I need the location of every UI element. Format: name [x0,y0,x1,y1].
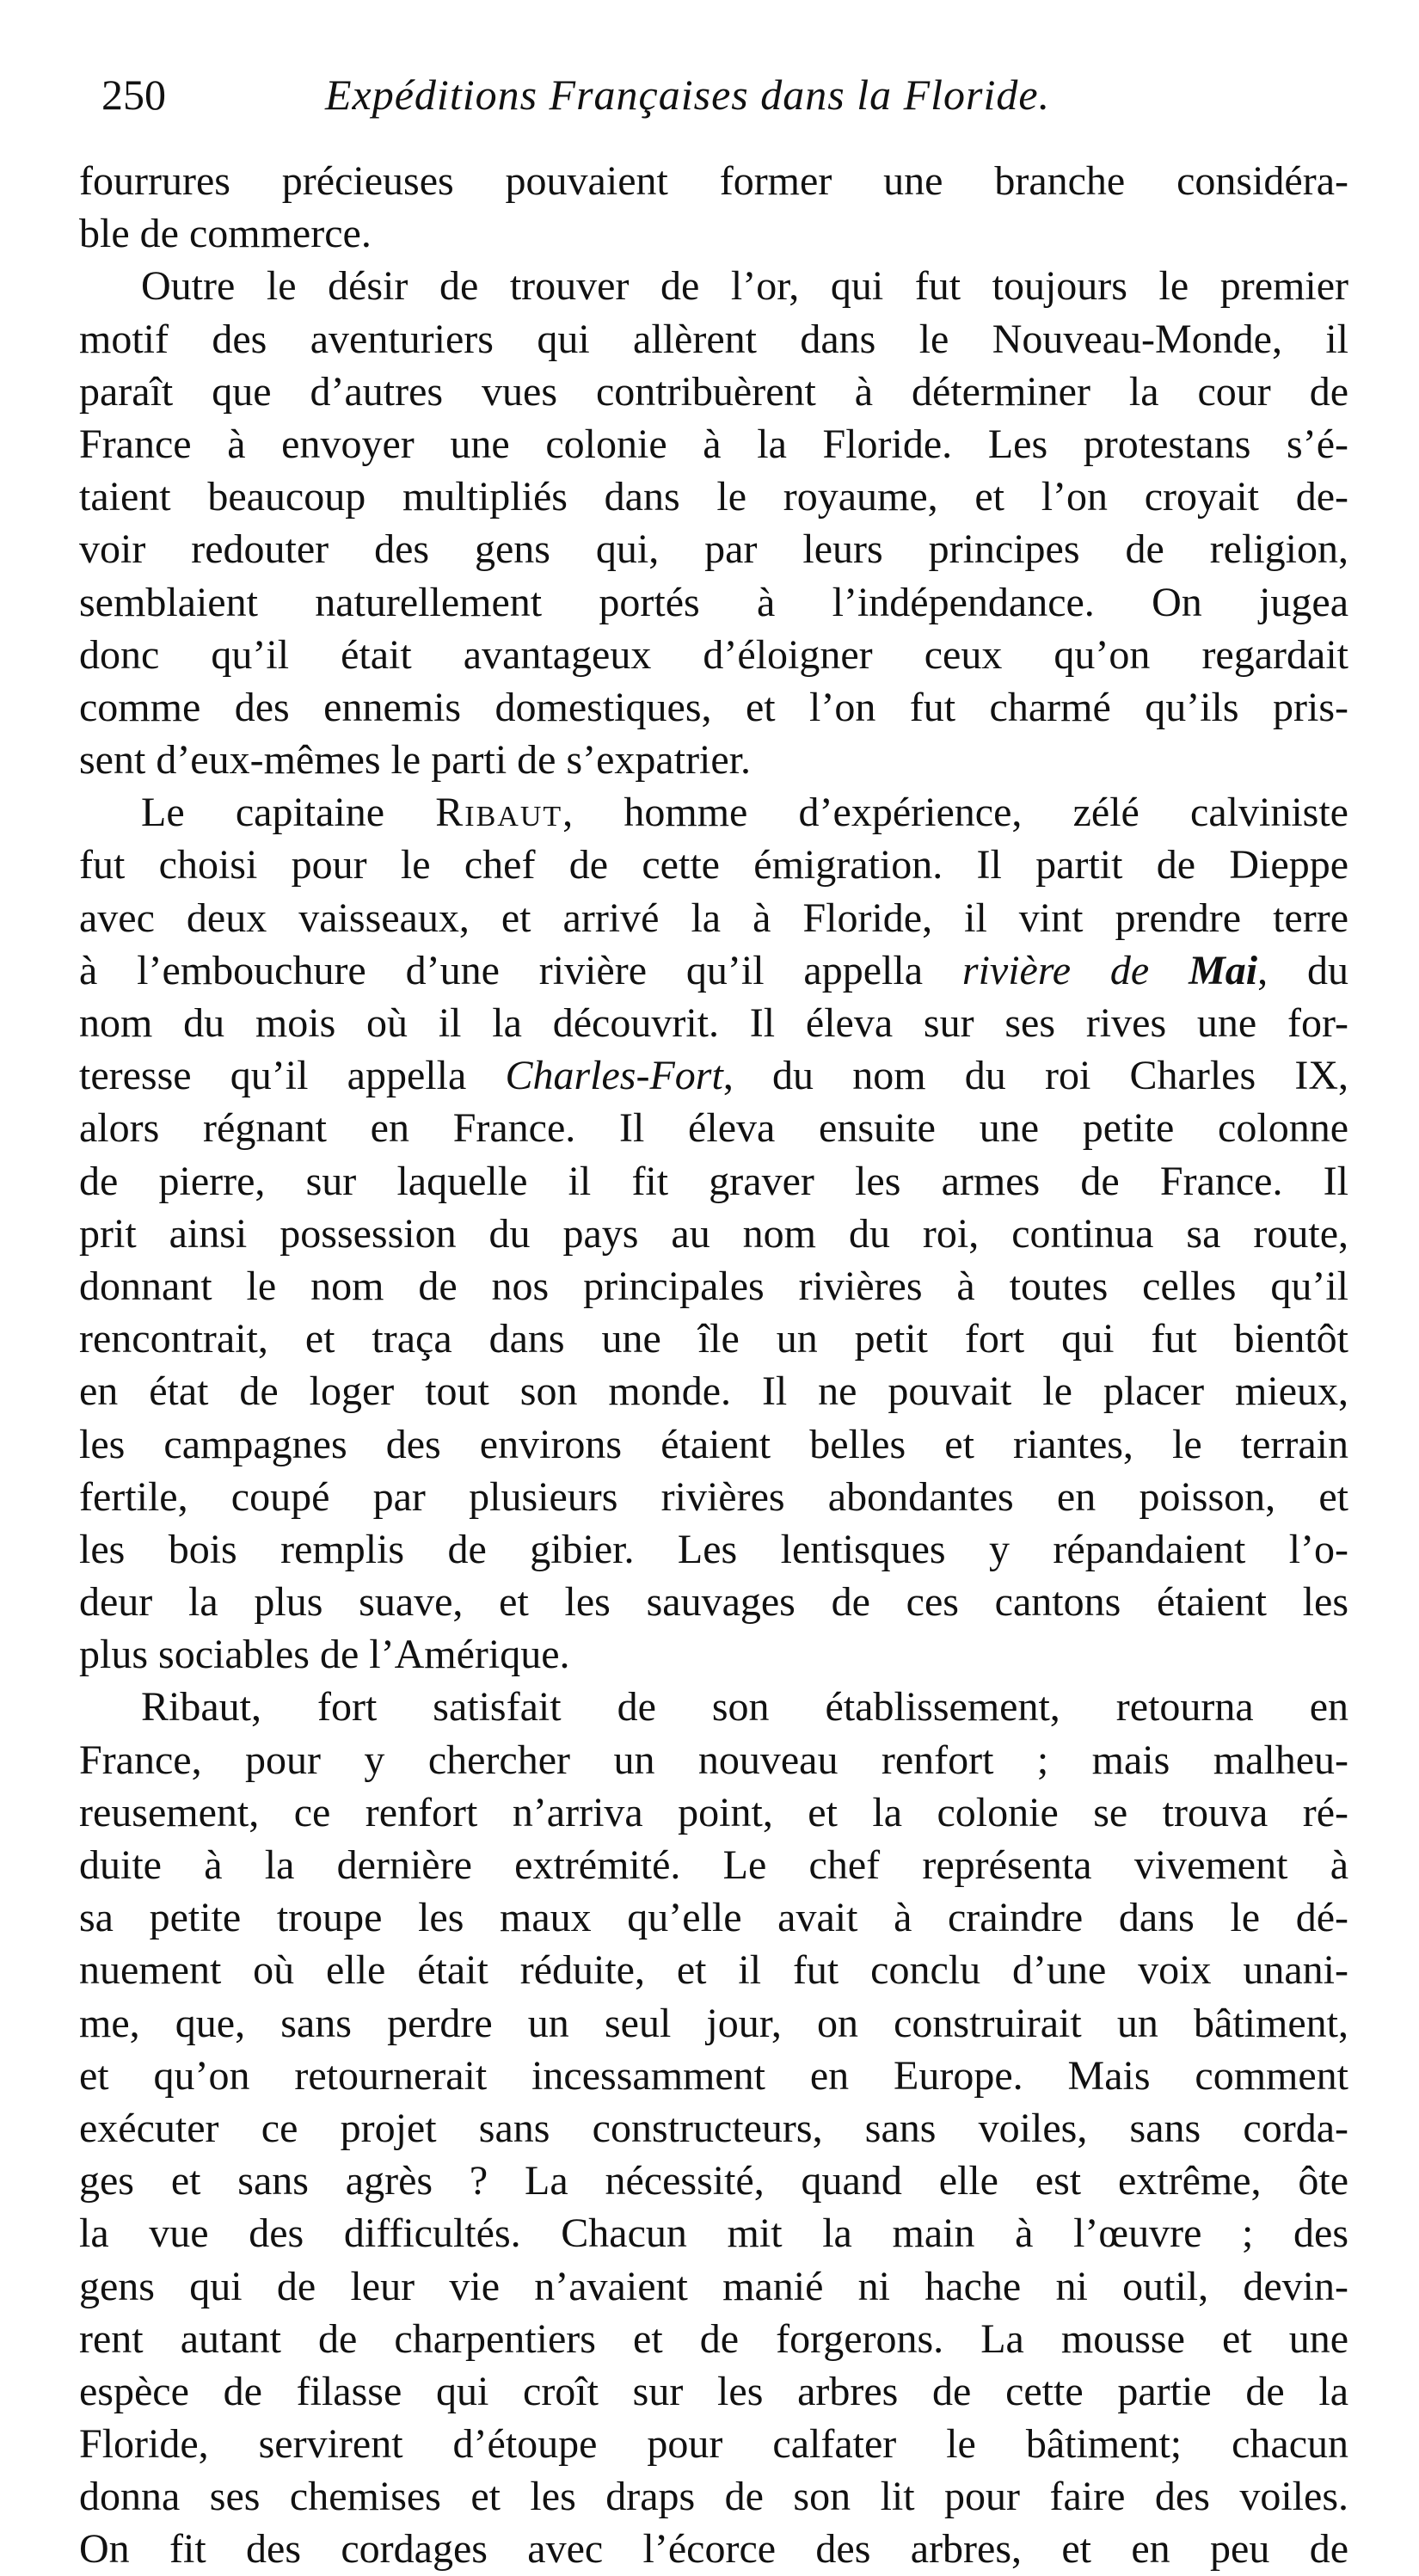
text-segment: donc qu’il était avantageux d’éloigner ceux qu’on regardait [79,631,1348,678]
text-segment: Le capitaine [141,790,436,836]
text-line [79,2102,1348,2155]
text-segment: en état de loger tout son monde. Il ne pouvait le placer mieux, [79,1368,1348,1415]
text-segment: France, pour y chercher un nouveau renfort ; mais malheu- [79,1737,1348,1783]
text-line [79,839,1348,891]
text-segment: teresse qu’il appella [79,1053,506,1099]
text-line [79,1155,1348,1208]
text-segment: donnant le nom de nos principales rivières à toutes celles qu’il [79,1263,1348,1309]
text-segment: sa petite troupe les maux qu’elle avait à craindre dans le dé- [79,1895,1348,1941]
text-segment: , du nom du roi Charles IX, [722,1053,1348,1099]
text-segment: duite à la dernière extrémité. Le chef représenta vivement à [79,1842,1348,1888]
text-line [79,260,1348,312]
text-segment: donna ses chemises et les draps de son lit pour faire des voiles. [79,2474,1348,2520]
text-line [79,681,1348,734]
text-line [79,629,1348,681]
text-line [79,1839,1348,1891]
text-segment: gens qui de leur vie n’avaient manié ni hache ni outil, devin- [79,2263,1348,2309]
text-line [79,786,1348,839]
text-line [79,313,1348,366]
text-line [79,2260,1348,2313]
text-line [79,1628,1348,1681]
text-line [79,1681,1348,1733]
text-line [79,1997,1348,2050]
text-line [79,2365,1348,2418]
text-segment: me, que, sans perdre un seul jour, on construirait un bâtiment, [79,2000,1348,2046]
text-segment: Floride, servirent d’étoupe pour calfater le bâtiment; chacun [79,2421,1348,2468]
text-line [79,470,1348,523]
text-segment: rencontrait, et traça dans une île un petit fort qui fut bientôt [79,1316,1348,1362]
text-line [79,1208,1348,1260]
text-segment: reusement, ce renfort n’arriva point, et la colonie se trouva ré- [79,1789,1348,1835]
text-segment: voir redouter des gens qui, par leurs principes de religion, [79,526,1348,573]
text-segment: alors régnant en France. Il éleva ensuite une petite colonne [79,1105,1348,1152]
text-line [79,1576,1348,1628]
text-line [79,366,1348,418]
text-line [79,576,1348,629]
text-line [79,1523,1348,1576]
text-segment: nuement où elle était réduite, et il fut conclu d’une voix unani- [79,1947,1348,1994]
text-line [79,1944,1348,1996]
text-line [79,1734,1348,1786]
text-segment: semblaient naturellement portés à l’indépendance. On jugea [79,579,1348,625]
text-line [79,155,1348,207]
text-segment: On fit des cordages avec l’écorce des arbres, et en peu de [79,2526,1348,2573]
text-line [79,944,1348,997]
text-segment: de pierre, sur laquelle il fit graver les armes de France. Il [79,1158,1348,1204]
text-segment: , du [1257,947,1348,993]
text-segment: , homme d’expérience, zélé calviniste [562,790,1348,836]
text-segment: Charles-Fort [505,1053,723,1099]
text-segment: plus sociables de l’Amérique. [79,1632,570,1678]
page-header [101,60,1323,129]
text-segment: comme des ennemis domestiques, et l’on fut charmé qu’ils pris- [79,684,1348,730]
text-line [79,523,1348,575]
text-line [79,1365,1348,1417]
text-segment: Mai [1189,947,1258,993]
text-line [79,734,1348,786]
text-segment: rent autant de charpentiers et de forgerons. La mousse et une [79,2315,1348,2362]
text-segment: avec deux vaisseaux, et arrivé la à Floride, il vint prendre terre [79,895,1348,941]
text-segment: exécuter ce projet sans constructeurs, sans voiles, sans corda- [79,2105,1348,2151]
text-line [79,207,1348,260]
text-line [79,1786,1348,1839]
text-line [79,2313,1348,2365]
text-segment: à l’embouchure d’une rivière qu’il appella [79,947,962,993]
text-segment: ble de commerce. [79,211,372,257]
text-line [79,997,1348,1049]
text-segment: prit ainsi possession du pays au nom du roi, continua sa route, [79,1210,1348,1257]
text-segment: la vue des difficultés. Chacun mit la main à l’œuvre ; des [79,2210,1348,2257]
text-segment: les campagnes des environs étaient belles et riantes, le terrain [79,1421,1348,1467]
text-line [79,1102,1348,1154]
text-line [79,2418,1348,2470]
text-line [79,1418,1348,1471]
text-line [79,1471,1348,1523]
text-segment: fut choisi pour le chef de cette émigration. Il partit de Dieppe [79,842,1348,888]
text-segment: France à envoyer une colonie à la Floride. Les protestans s’é- [79,421,1348,467]
text-line [79,418,1348,470]
text-segment: fertile, coupé par plusieurs rivières abondantes en poisson, et [79,1473,1348,1520]
text-segment: Outre le désir de trouver de l’or, qui fut toujours le premier [141,263,1348,310]
text-line [79,1260,1348,1313]
text-line [79,2050,1348,2102]
text-segment: rivière de [961,947,1189,993]
text-line [79,892,1348,944]
text-segment: espèce de filasse qui croît sur les arbres de cette partie de la [79,2368,1348,2414]
text-segment: nom du mois où il la découvrit. Il éleva sur ses rives une for- [79,1000,1348,1046]
text-line [79,2207,1348,2259]
text-line [79,1049,1348,1102]
text-segment: motif des aventuriers qui allèrent dans le Nouveau-Monde, il [79,316,1348,362]
text-line [79,1891,1348,1944]
text-segment: Ribaut [435,790,563,836]
text-segment: ges et sans agrès ? La nécessité, quand elle est extrême, ôte [79,2158,1348,2204]
text-line [79,2470,1348,2523]
text-line [79,2523,1348,2575]
text-segment: Ribaut, fort satisfait de son établissement, retourna en [141,1684,1348,1731]
text-segment: et qu’on retournerait incessamment en Europe. Mais comment [79,2052,1348,2099]
text-segment: les bois remplis de gibier. Les lentisques y répandaient l’o- [79,1526,1348,1572]
text-segment: deur la plus suave, et les sauvages de ces cantons étaient les [79,1579,1348,1626]
page-number: 250 [101,71,166,119]
text-segment: paraît que d’autres vues contribuèrent à déterminer la cour de [79,368,1348,415]
running-head: Expéditions Françaises dans la Floride. [325,71,1051,119]
text-line [79,1313,1348,1365]
body-text [79,155,1348,2576]
text-segment: sent d’eux-mêmes le parti de s’expatrier. [79,737,752,784]
text-segment: taient beaucoup multipliés dans le royaume, et l’on croyait de- [79,474,1348,520]
text-segment: fourrures précieuses pouvaient former une branche considéra- [79,158,1348,204]
text-line [79,2155,1348,2207]
